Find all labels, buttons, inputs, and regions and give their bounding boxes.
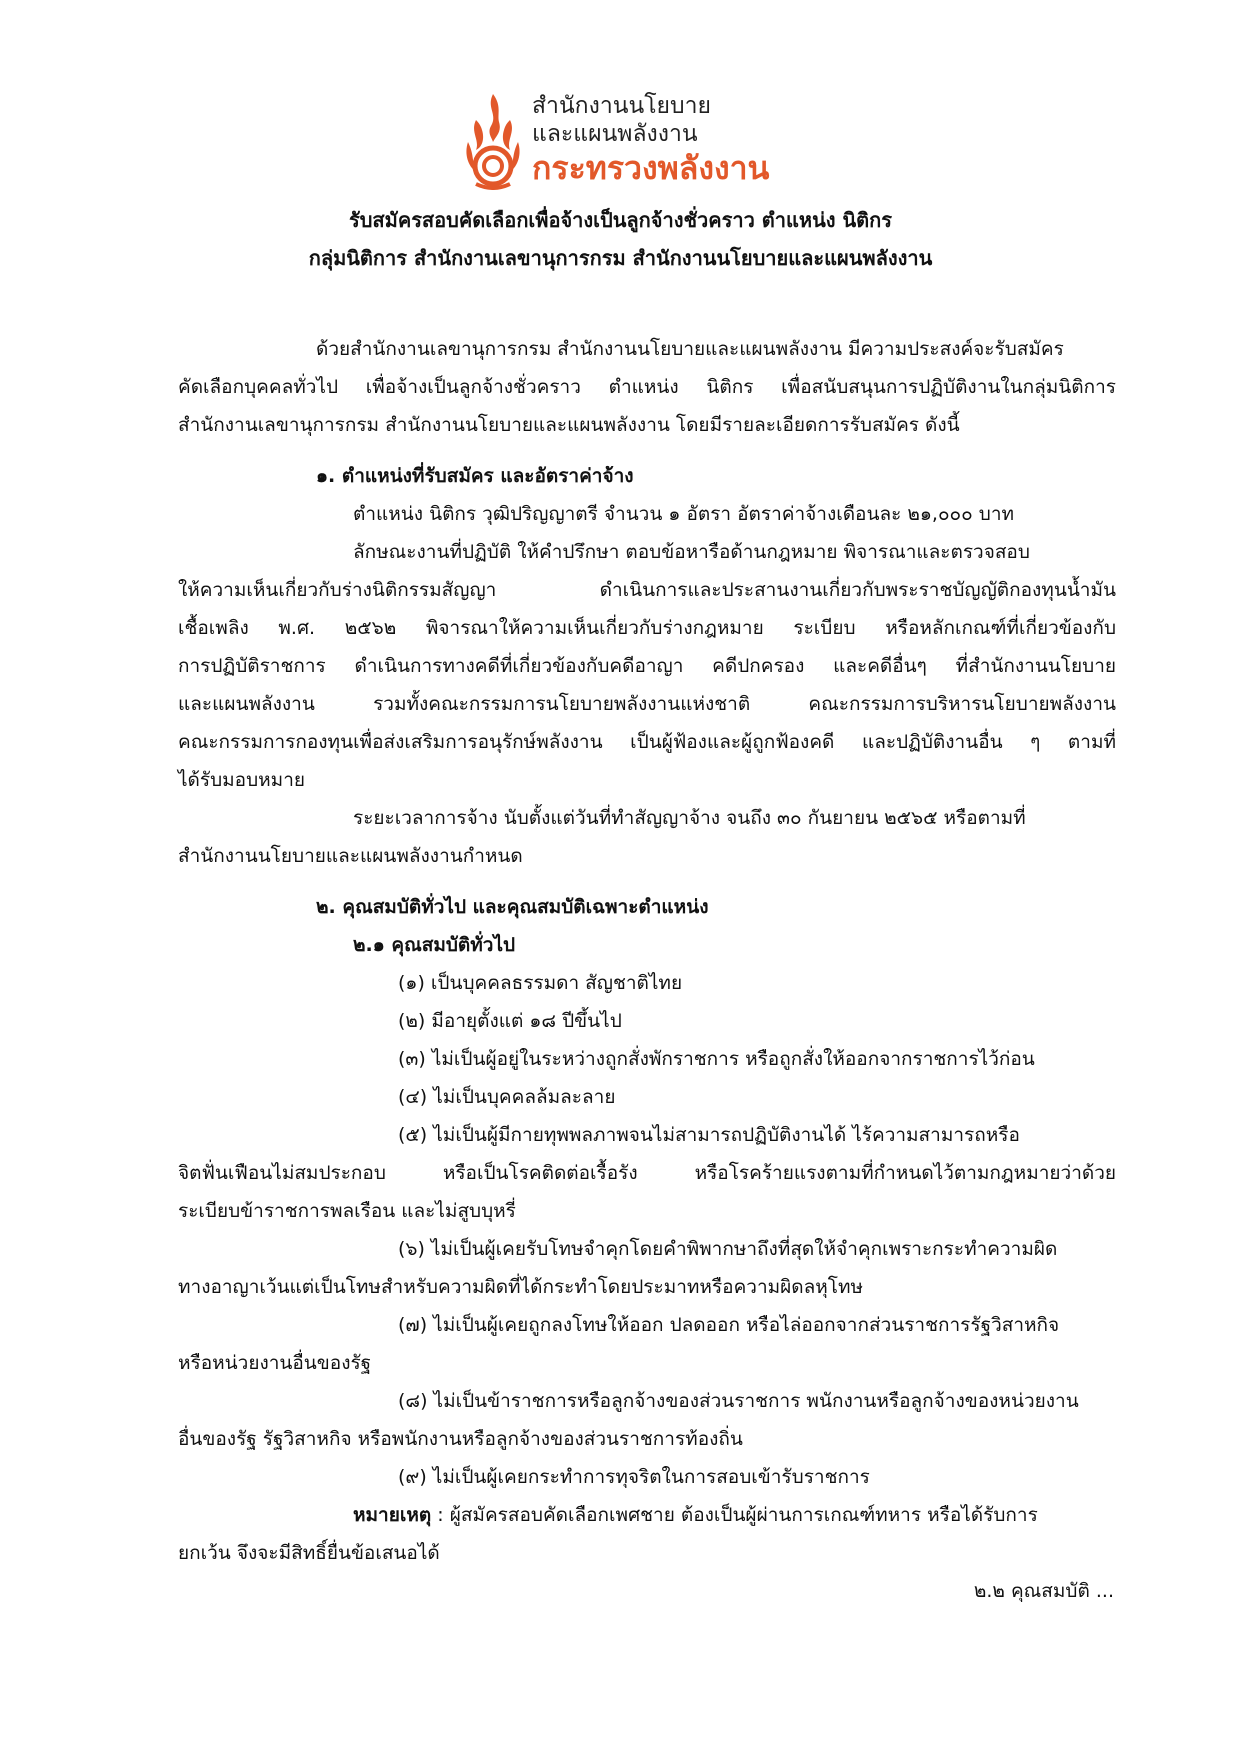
qualification-item: (๙) ไม่เป็นผู้เคยกระทำการทุจริตในการสอบเข้ารับราชการ xyxy=(398,1466,870,1488)
qualification-item: (๓) ไม่เป็นผู้อยู่ในระหว่างถูกสั่งพักราชการ หรือถูกสั่งให้ออกจากราชการไว้ก่อน xyxy=(398,1048,1035,1070)
period-line-2: สำนักงานนโยบายและแผนพลังงานกำหนด xyxy=(178,845,523,867)
duties-line-3: เชื้อเพลิง พ.ศ. ๒๕๖๒ พิจารณาให้ความเห็นเกี่ยวกับร่างกฎหมาย ระเบียบ หรือหลักเกณฑ์ที่เกี่ยวข้องกับ xyxy=(178,617,1116,639)
logo-line-3: กระทรวงพลังงาน xyxy=(532,149,770,187)
flame-emblem-icon xyxy=(462,92,524,190)
duties-line-2: ให้ความเห็นเกี่ยวกับร่างนิติกรรมสัญญา ดำเนินการและประสานงานเกี่ยวกับพระราชบัญญัติกองทุนน้ำมัน xyxy=(178,579,1116,601)
qualification-item: จิตฟั่นเฟือนไม่สมประกอบ หรือเป็นโรคติดต่อเรื้อรัง หรือโรคร้ายแรงตามที่กำหนดไว้ตามกฎหมายว่าด้วย xyxy=(178,1162,1116,1184)
note-line-2: ยกเว้น จึงจะมีสิทธิ์ยื่นข้อเสนอได้ xyxy=(178,1542,440,1564)
intro-line-1: ด้วยสำนักงานเลขานุการกรม สำนักงานนโยบายและแผนพลังงาน มีความประสงค์จะรับสมัคร xyxy=(316,338,1064,360)
position-line: ตำแหน่ง นิติกร วุฒิปริญญาตรี จำนวน ๑ อัตรา อัตราค่าจ้างเดือนละ ๒๑,๐๐๐ บาท xyxy=(353,503,1015,525)
note-line-1 xyxy=(353,1502,1038,1528)
qualification-item: (๖) ไม่เป็นผู้เคยรับโทษจำคุกโดยคำพิพากษาถึงที่สุดให้จำคุกเพราะกระทำความผิด xyxy=(398,1238,1058,1260)
qualification-item: ทางอาญาเว้นแต่เป็นโทษสำหรับความผิดที่ได้กระทำโดยประมาทหรือความผิดลหุโทษ xyxy=(178,1276,864,1298)
intro-line-3: สำนักงานเลขานุการกรม สำนักงานนโยบายและแผนพลังงาน โดยมีรายละเอียดการรับสมัคร ดังนี้ xyxy=(178,414,960,436)
duties-line-7: ได้รับมอบหมาย xyxy=(178,769,306,791)
eppo-logo xyxy=(462,92,862,192)
logo-line-2: และแผนพลังงาน xyxy=(532,121,698,147)
intro-line-2: คัดเลือกบุคคลทั่วไป เพื่อจ้างเป็นลูกจ้างชั่วคราว ตำแหน่ง นิติกร เพื่อสนับสนุนการปฏิบัติงานในกลุ่มนิติการ xyxy=(178,376,1116,398)
qualification-item: อื่นของรัฐ รัฐวิสาหกิจ หรือพนักงานหรือลูกจ้างของส่วนราชการท้องถิ่น xyxy=(178,1428,743,1450)
duties-line-6: คณะกรรมการกองทุนเพื่อส่งเสริมการอนุรักษ์พลังงาน เป็นผู้ฟ้องและผู้ถูกฟ้องคดี และปฏิบัติงานอื่น ๆ ตามที่ xyxy=(178,731,1116,753)
continuation-footer: ๒.๒ คุณสมบัติ ... xyxy=(973,1580,1114,1602)
qualification-item: (๘) ไม่เป็นข้าราชการหรือลูกจ้างของส่วนราชการ พนักงานหรือลูกจ้างของหน่วยงาน xyxy=(398,1390,1079,1412)
qualification-item: (๒) มีอายุตั้งแต่ ๑๘ ปีขึ้นไป xyxy=(398,1010,622,1032)
qualification-item: (๕) ไม่เป็นผู้มีกายทุพพลภาพจนไม่สามารถปฏิบัติงานได้ ไร้ความสามารถหรือ xyxy=(398,1124,1020,1146)
qualification-item: (๗) ไม่เป็นผู้เคยถูกลงโทษให้ออก ปลดออก หรือไล่ออกจากส่วนราชการรัฐวิสาหกิจ xyxy=(398,1314,1060,1336)
note-text: : ผู้สมัครสอบคัดเลือกเพศชาย ต้องเป็นผู้ผ่านการเกณฑ์ทหาร หรือได้รับการ xyxy=(437,1504,1038,1526)
section-1-heading: ๑. ตำแหน่งที่รับสมัคร และอัตราค่าจ้าง xyxy=(316,465,634,487)
qualification-item: (๔) ไม่เป็นบุคคลล้มละลาย xyxy=(398,1086,616,1108)
period-line-1: ระยะเวลาการจ้าง นับตั้งแต่วันที่ทำสัญญาจ้าง จนถึง ๓๐ กันยายน ๒๕๖๕ หรือตามที่ xyxy=(353,807,1026,829)
note-label: หมายเหตุ xyxy=(353,1504,432,1526)
qualification-item: (๑) เป็นบุคคลธรรมดา สัญชาติไทย xyxy=(398,972,683,994)
duties-line-5: และแผนพลังงาน รวมทั้งคณะกรรมการนโยบายพลังงานแห่งชาติ คณะกรรมการบริหารนโยบายพลังงาน xyxy=(178,693,1116,715)
title-line-2: กลุ่มนิติการ สำนักงานเลขานุการกรม สำนักงานนโยบายและแผนพลังงาน xyxy=(308,246,933,270)
logo-line-1: สำนักงานนโยบาย xyxy=(532,93,712,119)
duties-line-1: ลักษณะงานที่ปฏิบัติ ให้คำปรึกษา ตอบข้อหารือด้านกฎหมาย พิจารณาและตรวจสอบ xyxy=(353,541,1030,563)
section-2-heading: ๒. คุณสมบัติทั่วไป และคุณสมบัติเฉพาะตำแหน่ง xyxy=(316,896,709,918)
title-line-1: รับสมัครสอบคัดเลือกเพื่อจ้างเป็นลูกจ้างชั่วคราว ตำแหน่ง นิติกร xyxy=(348,208,893,232)
qualification-item: ระเบียบข้าราชการพลเรือน และไม่สูบบุหรี่ xyxy=(178,1200,516,1222)
qualification-item: หรือหน่วยงานอื่นของรัฐ xyxy=(178,1352,372,1374)
section-2-1-heading: ๒.๑ คุณสมบัติทั่วไป xyxy=(353,934,516,956)
duties-line-4: การปฏิบัติราชการ ดำเนินการทางคดีที่เกี่ยวข้องกับคดีอาญา คดีปกครอง และคดีอื่นๆ ที่สำนักงานนโยบาย xyxy=(178,655,1116,677)
